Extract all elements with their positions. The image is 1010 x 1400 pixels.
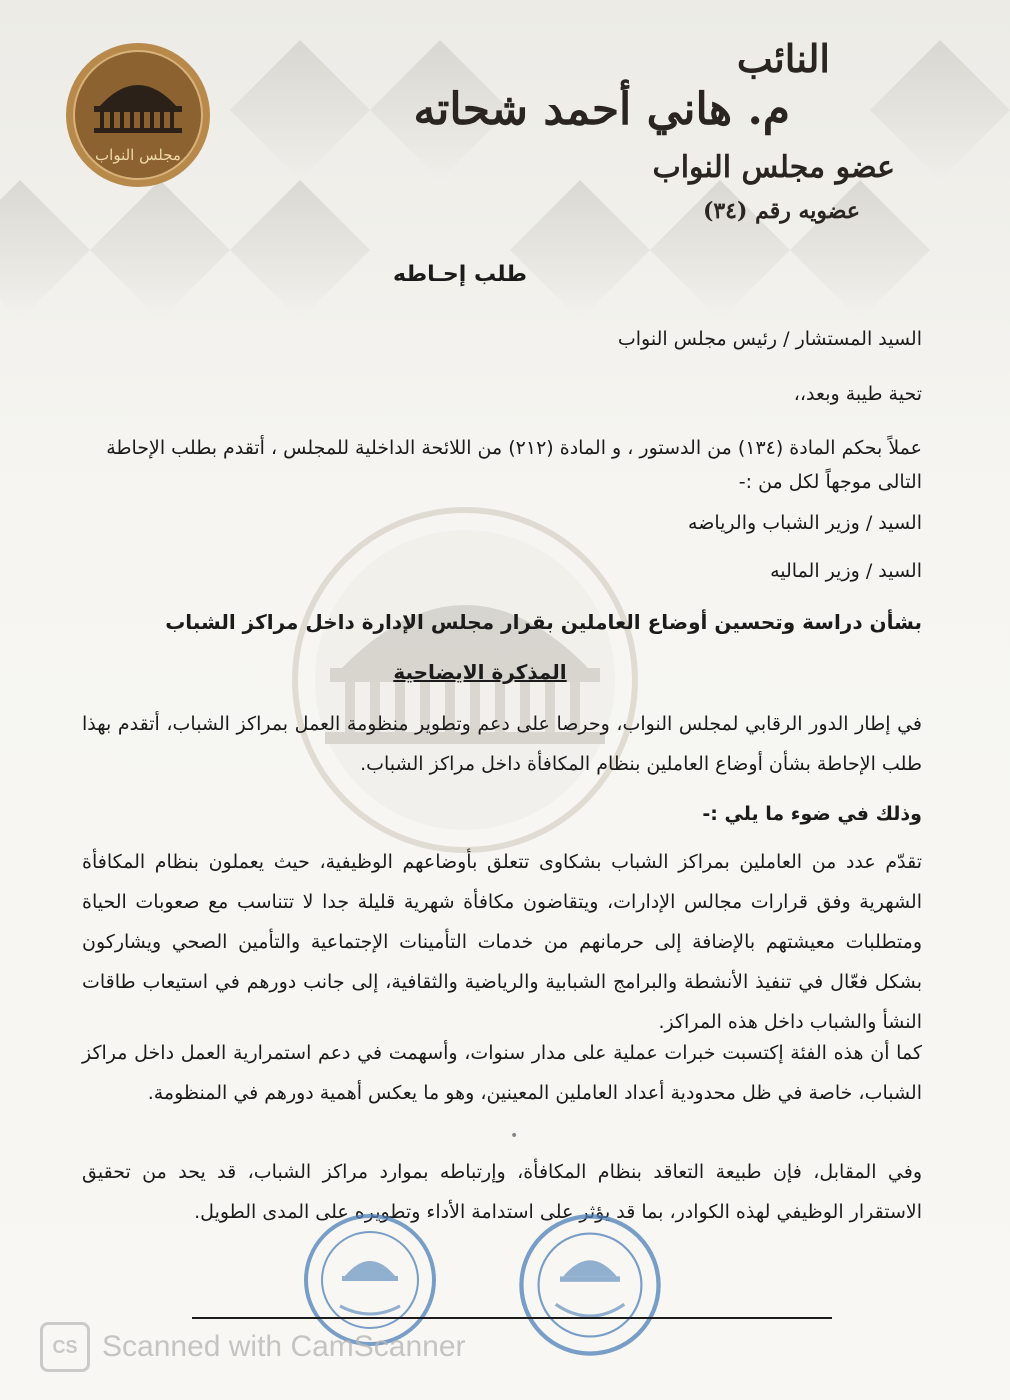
member-role: عضو مجلس النواب — [652, 150, 895, 185]
intro-line-2: التالى موجهاً لكل من :- — [738, 471, 922, 493]
addressee-line: السيد المستشار / رئيس مجلس النواب — [617, 328, 922, 350]
paragraph-2: كما أن هذه الفئة إكتسبت خبرات عملية على مدار سنوات، وأسهمت في دعم استمرارية العمل داخل مراكز الشباب، خاصة في ظل محدودية أعداد العاملين المعينين، وهو ما يعكس أهمية دورهم في المنظومة. — [82, 1042, 922, 1104]
intro-line-1: عملاً بحكم المادة (١٣٤) من الدستور ، و المادة (٢١٢) من اللائحة الداخلية للمجلس ، أتقدم بطلب الإحاطة — [106, 437, 922, 459]
scanner-text: Scanned with CamScanner — [102, 1330, 466, 1363]
scanner-logo-icon: CS — [40, 1322, 90, 1372]
scanner-watermark — [40, 1322, 466, 1372]
position-title: النائب — [736, 36, 830, 81]
greeting-line: تحية طيبة وبعد،، — [793, 383, 922, 405]
context-heading: وذلك في ضوء ما يلي :- — [702, 803, 922, 825]
member-name: م. هاني أحمد شحاته — [413, 84, 790, 135]
subject-line: بشأن دراسة وتحسين أوضاع العاملين بقرار مجلس الإدارة داخل مراكز الشباب — [165, 610, 922, 634]
recipient-2: السيد / وزير الماليه — [770, 560, 922, 582]
document-title: طلب إحـاطه — [393, 262, 527, 287]
signature-line — [192, 1317, 832, 1319]
recipient-1: السيد / وزير الشباب والرياضه — [688, 512, 922, 534]
parliament-seal-icon — [62, 40, 214, 190]
memo-intro-paragraph: في إطار الدور الرقابي لمجلس النواب، وحرصا على دعم وتطوير منظومة العمل بمراكز الشباب، أتقدم بهذا طلب الإحاطة بشأن أوضاع العاملين بنظام المكافأة داخل مراكز الشباب. — [82, 713, 922, 775]
seal-text: مجلس النواب — [95, 146, 181, 164]
memo-heading: المذكرة الايضاحية — [393, 660, 567, 684]
membership-number: عضويه رقم (٣٤) — [702, 198, 860, 224]
ink-dot: • — [510, 1128, 519, 1144]
paragraph-3: وفي المقابل، فإن طبيعة التعاقد بنظام المكافأة، وإرتباطه بموارد مراكز الشباب، قد يحد من تحقيق الاستقرار الوظيفي لهذه الكوادر، بما قد يؤثر على استدامة الأداء وتطويره على المدى الطويل. — [82, 1161, 922, 1223]
official-stamp-right-icon — [515, 1210, 665, 1360]
paragraph-1: تقدّم عدد من العاملين بمراكز الشباب بشكاوى تتعلق بأوضاعهم الوظيفية، حيث يعملون بنظام المكافأة الشهرية وفق قرارات مجالس الإدارات، ويتقاضون مكافأة شهرية قليلة جدا لا تتناسب مع صعوبات الحياة ومتطلبات معيشتهم بالإضافة إلى حرمانهم من خدمات التأمينات الإجتماعية والتأمين الصحي ويشاركون بشكل فعّال في تنفيذ الأنشطة والبرامج الشبابية والرياضية والثقافية، إلى جانب دورهم في استيعاب طاقات النشأ والشباب داخل هذه المراكز. — [82, 851, 922, 1033]
